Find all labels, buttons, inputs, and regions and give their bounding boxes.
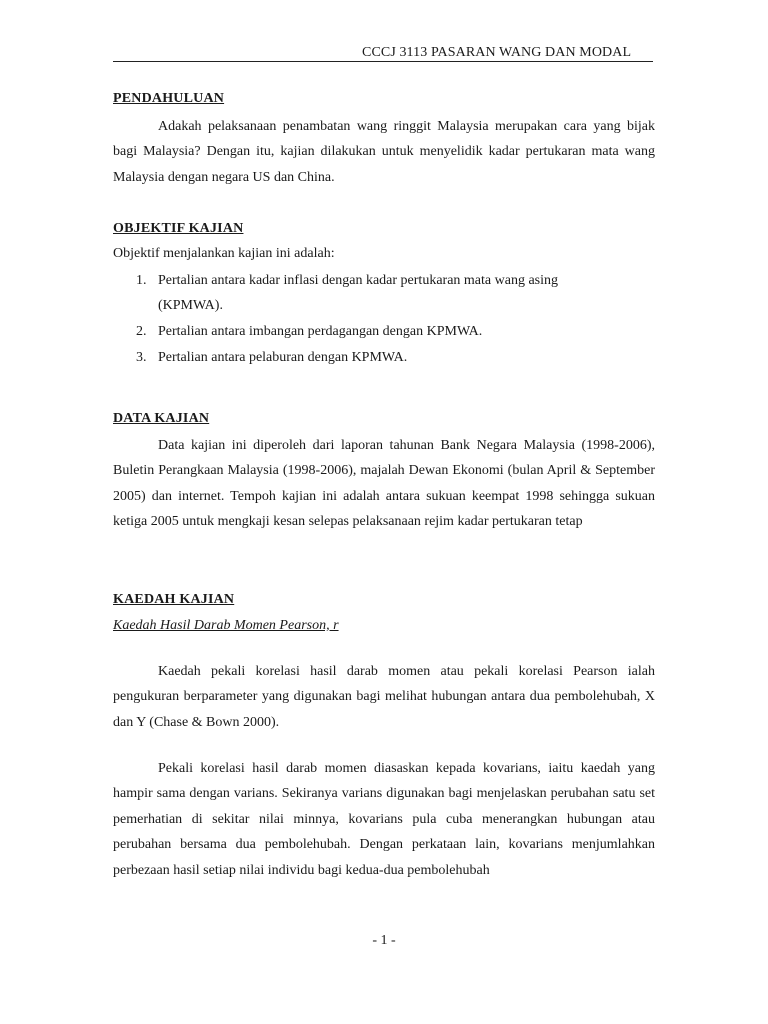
list-item-number: 3.: [136, 350, 147, 365]
intro-paragraph: Adakah pelaksanaan penambatan wang ringgit Malaysia merupakan cara yang bijak bagi Malaysia? Dengan itu, kajian dilakukan untuk menyelidik kadar pertukaran mata wang Malaysia dengan negara US dan China.: [113, 119, 655, 185]
list-item-text: Pertalian antara imbangan perdagangan dengan KPMWA.: [158, 324, 483, 339]
method-subheading: Kaedah Hasil Darab Momen Pearson, r: [113, 618, 339, 633]
section-heading-kaedah: KAEDAH KAJIAN: [113, 592, 235, 607]
page-number: - 1 -: [372, 933, 396, 948]
section-heading-pendahuluan: PENDAHULUAN: [113, 91, 225, 106]
list-item-number: 2.: [136, 324, 147, 339]
method-paragraph-2: Pekali korelasi hasil darab momen diasaskan kepada kovarians, iaitu kaedah yang hampir sama dengan varians. Sekiranya varians digunakan bagi menjelaskan perubahan satu set pemerhatian di sekitar nilai minnya, kovarians pula cuba menerangkan hubungan atau perubahan bersama dua pembolehubah. Dengan perkataan lain, kovarians menjumlahkan perbezaan hasil setiap nilai individu bagi kedua-dua pembolehubah: [113, 761, 655, 878]
section-heading-data: DATA KAJIAN: [113, 411, 210, 426]
list-item-number: 1.: [136, 273, 147, 288]
list-item-text: Pertalian antara kadar inflasi dengan kadar pertukaran mata wang asing: [158, 273, 558, 288]
objectives-lead: Objektif menjalankan kajian ini adalah:: [113, 246, 335, 261]
header-rule: [113, 61, 653, 62]
method-paragraph-1: Kaedah pekali korelasi hasil darab momen atau pekali korelasi Pearson ialah pengukuran berparameter yang digunakan bagi melihat hubungan antara dua pembolehubah, X dan Y (Chase & Bown 2000).: [113, 664, 655, 730]
running-header: CCCJ 3113 PASARAN WANG DAN MODAL: [362, 45, 632, 60]
section-heading-objektif: OBJEKTIF KAJIAN: [113, 221, 244, 236]
list-item-text: (KPMWA).: [158, 298, 223, 313]
list-item-text: Pertalian antara pelaburan dengan KPMWA.: [158, 350, 408, 365]
data-paragraph: Data kajian ini diperoleh dari laporan tahunan Bank Negara Malaysia (1998-2006), Buletin Perangkaan Malaysia (1998-2006), majalah Dewan Ekonomi (bulan April & September 2005) dan internet. Tempoh kajian ini adalah antara sukuan keempat 1998 sehingga sukuan ketiga 2005 untuk mengkaji kesan selepas pelaksanaan rejim kadar pertukaran tetap: [113, 438, 655, 530]
